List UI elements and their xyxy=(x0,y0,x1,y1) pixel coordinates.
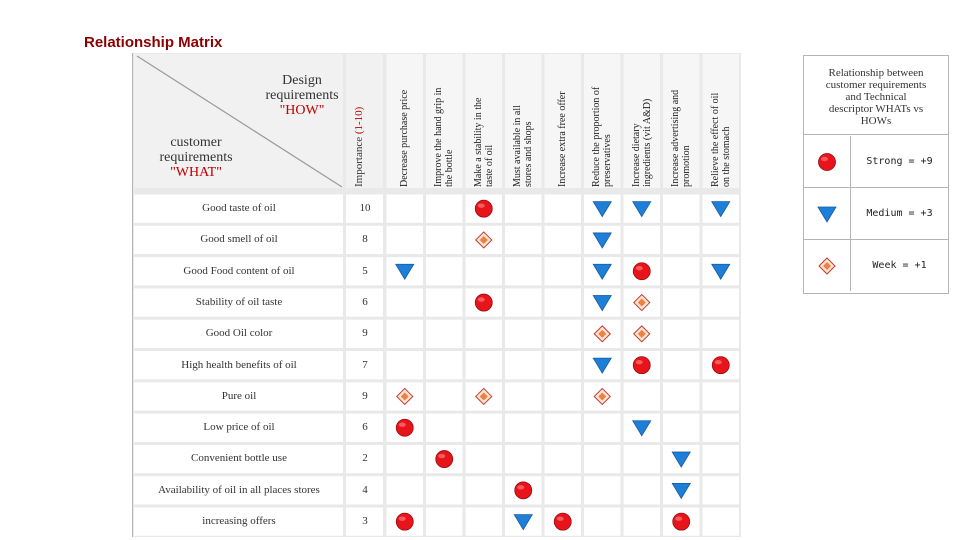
strong-legend-icon xyxy=(804,136,851,187)
importance-value: 5 xyxy=(362,264,368,277)
importance-header xyxy=(353,107,365,187)
strong-relationship-symbol xyxy=(633,357,650,374)
strong-relationship-symbol xyxy=(554,513,571,530)
importance-value: 6 xyxy=(362,295,368,308)
column-header xyxy=(710,93,732,187)
how-header xyxy=(257,73,347,118)
row-label: High health benefits of oil xyxy=(181,358,297,371)
column-header xyxy=(670,90,692,187)
column-header-line: the bottle xyxy=(444,149,456,187)
row-label: Good taste of oil xyxy=(202,202,276,214)
column-header xyxy=(399,90,410,187)
what-quote: "WHAT" xyxy=(170,165,222,180)
legend xyxy=(803,55,949,294)
column-header-line: preservatives xyxy=(602,134,614,187)
column-header xyxy=(512,105,534,187)
row-label: Pure oil xyxy=(221,389,257,402)
importance-value: 6 xyxy=(362,421,368,434)
medium-legend-icon xyxy=(804,188,851,239)
legend-title-line: descriptor WHATs vs xyxy=(828,103,924,115)
strong-relationship-symbol xyxy=(396,419,413,436)
column-header-line: Reduce the proportion of xyxy=(591,86,603,187)
legend-text: Week = +1 xyxy=(872,260,927,271)
strong-relationship-symbol xyxy=(712,357,729,374)
column-header xyxy=(591,87,613,187)
importance-value: 10 xyxy=(359,202,371,214)
legend-title-line: and Technical xyxy=(845,91,907,103)
strong-symbol xyxy=(819,154,836,171)
relationship-matrix xyxy=(132,53,741,537)
legend-title xyxy=(804,56,948,135)
importance-value: 3 xyxy=(362,515,368,527)
column-header-line: ingredients (vit A&D) xyxy=(641,98,653,187)
strong-relationship-symbol xyxy=(475,200,492,217)
row-label: Good smell of oil xyxy=(200,233,278,246)
row-label: Good Food content of oil xyxy=(183,264,295,277)
weak-symbol xyxy=(819,258,835,274)
legend-row xyxy=(804,136,948,188)
importance-value: 4 xyxy=(362,483,368,496)
what-header xyxy=(141,135,251,180)
column-header-line: Relieve the effect of oil xyxy=(709,92,721,187)
column-header-line: promotion xyxy=(681,145,693,187)
strong-relationship-symbol xyxy=(436,451,453,468)
column-header-line: Increase advertising and xyxy=(670,89,682,187)
importance-value: 2 xyxy=(362,452,368,465)
column-header-line: Increase extra free offer xyxy=(557,91,569,187)
row-label: Availability of oil in all places stores xyxy=(158,483,320,496)
strong-relationship-symbol xyxy=(673,513,690,530)
importance-value: 8 xyxy=(362,233,368,246)
row-label: Good Oil color xyxy=(205,327,273,340)
importance-value: 7 xyxy=(362,358,368,371)
medium-symbol xyxy=(818,207,836,222)
row-label: Stability of oil taste xyxy=(195,295,283,308)
row-label: increasing offers xyxy=(202,515,276,527)
column-header-line: Decrease purchase price xyxy=(399,89,411,187)
what-line: customer xyxy=(170,135,222,150)
legend-title-line: Relationship between xyxy=(828,67,924,79)
importance-value: 9 xyxy=(362,327,368,340)
how-line: Design xyxy=(282,73,322,88)
column-header xyxy=(631,99,653,187)
column-header-line: stores and shops xyxy=(523,121,535,187)
legend-text: Medium = +3 xyxy=(866,208,933,219)
strong-relationship-symbol xyxy=(515,482,532,499)
weak-legend-icon xyxy=(804,240,851,291)
how-quote: "HOW" xyxy=(279,103,325,118)
legend-row xyxy=(804,240,948,291)
legend-title-line: HOWs xyxy=(860,115,892,127)
legend-text: Strong = +9 xyxy=(866,156,933,167)
how-line: requirements xyxy=(265,88,339,103)
column-header xyxy=(433,88,455,187)
row-label: Low price of oil xyxy=(203,421,275,434)
column-header-line: Make a stability in the xyxy=(472,97,484,187)
strong-relationship-symbol xyxy=(633,263,650,280)
legend-title-line: customer requirements xyxy=(825,79,927,91)
strong-relationship-symbol xyxy=(475,294,492,311)
strong-relationship-symbol xyxy=(396,513,413,530)
what-line: requirements xyxy=(159,150,233,165)
column-header-line: taste of oil xyxy=(483,144,495,187)
importance-header-text: Importance xyxy=(353,134,365,187)
page-title: Relationship Matrix xyxy=(84,34,223,51)
column-header xyxy=(557,91,568,187)
column-header-line: Must available in all xyxy=(512,105,524,187)
row-label: Convenient bottle use xyxy=(191,452,287,465)
column-header xyxy=(473,98,495,187)
legend-row xyxy=(804,188,948,240)
column-header-line: Improve the hand grip in xyxy=(433,87,445,187)
importance-scale: (1-10) xyxy=(353,106,365,135)
column-header-line: Increase dietary xyxy=(630,123,642,187)
importance-value: 9 xyxy=(362,389,368,402)
column-header-line: on the stomach xyxy=(720,126,732,187)
